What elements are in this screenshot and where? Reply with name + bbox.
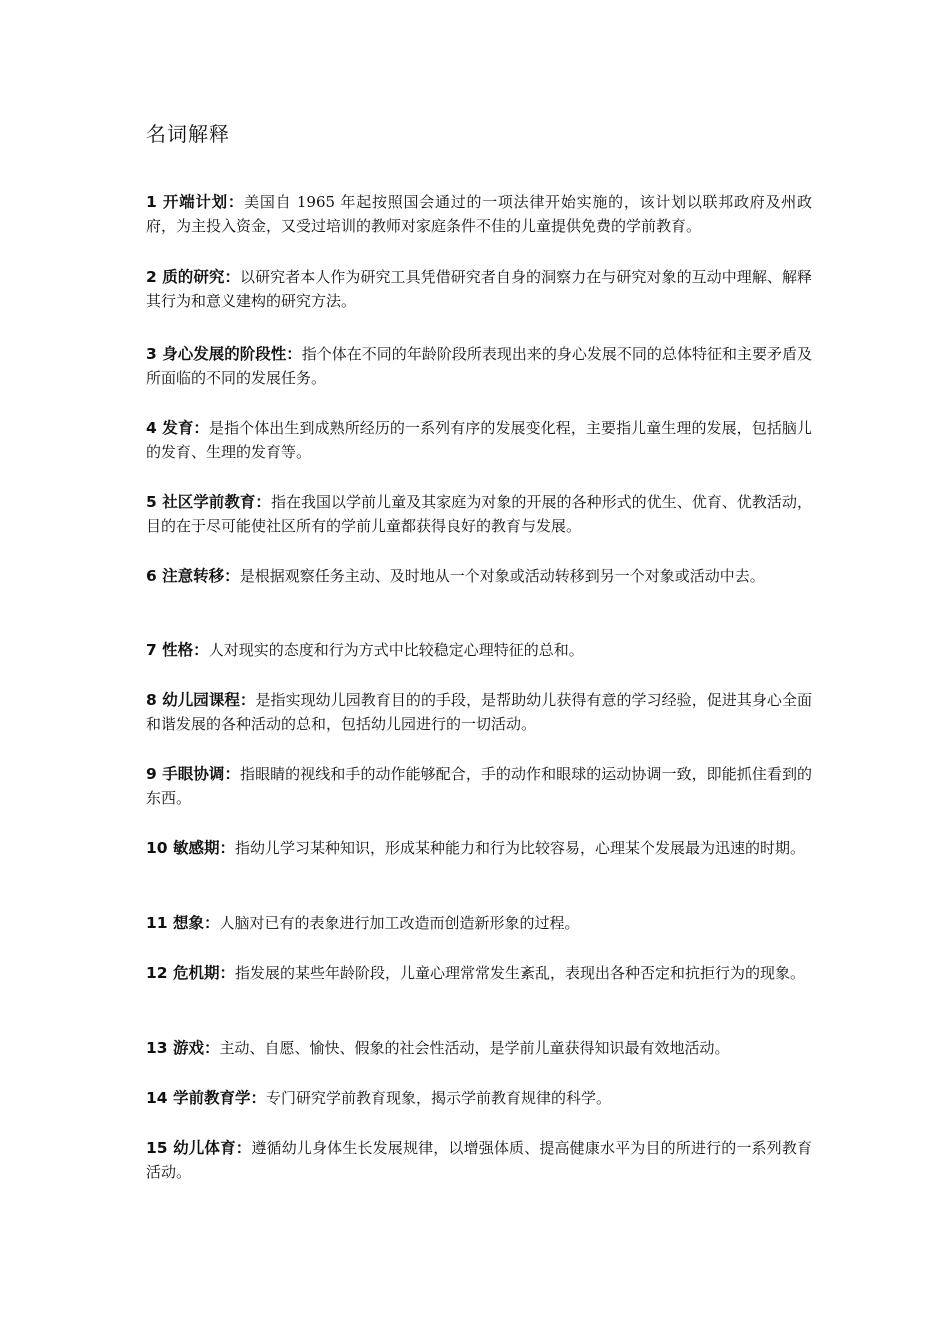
term-entry bbox=[146, 265, 812, 313]
term-entry bbox=[146, 688, 812, 736]
term-name: 11 想象： bbox=[146, 914, 220, 932]
term-name: 9 手眼协调： bbox=[146, 765, 241, 783]
term-name: 7 性格： bbox=[146, 641, 209, 659]
term-name: 8 幼儿园课程： bbox=[146, 691, 256, 709]
term-entry bbox=[146, 911, 812, 935]
term-definition: 指眼睛的视线和手的动作能够配合，手的动作和眼球的运动协调一致，即能抓住看到的东西。 bbox=[146, 765, 812, 807]
term-entry bbox=[146, 1136, 812, 1184]
term-definition: 指在我国以学前儿童及其家庭为对象的开展的各种形式的优生、优育、优教活动，目的在于尽可能使社区所有的学前儿童都获得良好的教育与发展。 bbox=[146, 493, 812, 535]
term-entry bbox=[146, 1036, 812, 1060]
term-entry bbox=[146, 836, 812, 860]
term-name: 10 敏感期： bbox=[146, 839, 235, 857]
term-definition: 是指个体出生到成熟所经历的一系列有序的发展变化程，主要指儿童生理的发展，包括脑儿的发育、生理的发育等。 bbox=[146, 419, 812, 461]
term-name: 3 身心发展的阶段性： bbox=[146, 345, 302, 363]
term-entry bbox=[146, 762, 812, 810]
term-name: 12 危机期： bbox=[146, 964, 235, 982]
term-definition: 指个体在不同的年龄阶段所表现出来的身心发展不同的总体特征和主要矛盾及所面临的不同的发展任务。 bbox=[146, 345, 812, 387]
term-entry bbox=[146, 190, 812, 238]
term-definition: 以研究者本人作为研究工具凭借研究者自身的洞察力在与研究对象的互动中理解、解释其行为和意义建构的研究方法。 bbox=[146, 268, 812, 310]
term-entry bbox=[146, 564, 812, 588]
term-name: 5 社区学前教育： bbox=[146, 493, 271, 511]
term-name: 15 幼儿体育： bbox=[146, 1139, 252, 1157]
term-definition: 是根据观察任务主动、及时地从一个对象或活动转移到另一个对象或活动中去。 bbox=[239, 567, 765, 585]
term-entry bbox=[146, 490, 812, 538]
term-entry bbox=[146, 342, 812, 390]
term-entry bbox=[146, 416, 812, 464]
term-name: 2 质的研究： bbox=[146, 268, 241, 286]
document-title: 名词解释 bbox=[146, 122, 230, 146]
term-definition: 指发展的某些年龄阶段，儿童心理常常发生紊乱，表现出各种否定和抗拒行为的现象。 bbox=[234, 964, 805, 982]
term-entry bbox=[146, 1086, 812, 1110]
term-definition: 指幼儿学习某种知识，形成某种能力和行为比较容易，心理某个发展最为迅速的时期。 bbox=[234, 839, 805, 857]
term-definition: 主动、自愿、愉快、假象的社会性活动，是学前儿童获得知识最有效地活动。 bbox=[219, 1039, 730, 1057]
term-definition: 专门研究学前教育现象，揭示学前教育规律的科学。 bbox=[265, 1089, 611, 1107]
term-definition: 遵循幼儿身体生长发展规律，以增强体质、提高健康水平为目的所进行的一系列教育活动。 bbox=[146, 1139, 812, 1181]
term-definition: 人脑对已有的表象进行加工改造而创造新形象的过程。 bbox=[219, 914, 580, 932]
term-name: 14 学前教育学： bbox=[146, 1089, 266, 1107]
term-name: 6 注意转移： bbox=[146, 567, 240, 585]
term-entry bbox=[146, 961, 812, 985]
term-name: 13 游戏： bbox=[146, 1039, 220, 1057]
term-definition: 人对现实的态度和行为方式中比较稳定心理特征的总和。 bbox=[208, 641, 584, 659]
term-definition: 美国自 1965 年起按照国会通过的一项法律开始实施的，该计划以联邦政府及州政府，为主投入资金，又受过培训的教师对家庭条件不佳的儿童提供免费的学前教育。 bbox=[146, 193, 812, 235]
term-entry bbox=[146, 638, 812, 662]
term-name: 4 发育： bbox=[146, 419, 209, 437]
term-name: 1 开端计划： bbox=[146, 193, 245, 211]
term-definition: 是指实现幼儿园教育目的的手段，是帮助幼儿获得有意的学习经验，促进其身心全面和谐发展的各种活动的总和，包括幼儿园进行的一切活动。 bbox=[146, 691, 812, 733]
